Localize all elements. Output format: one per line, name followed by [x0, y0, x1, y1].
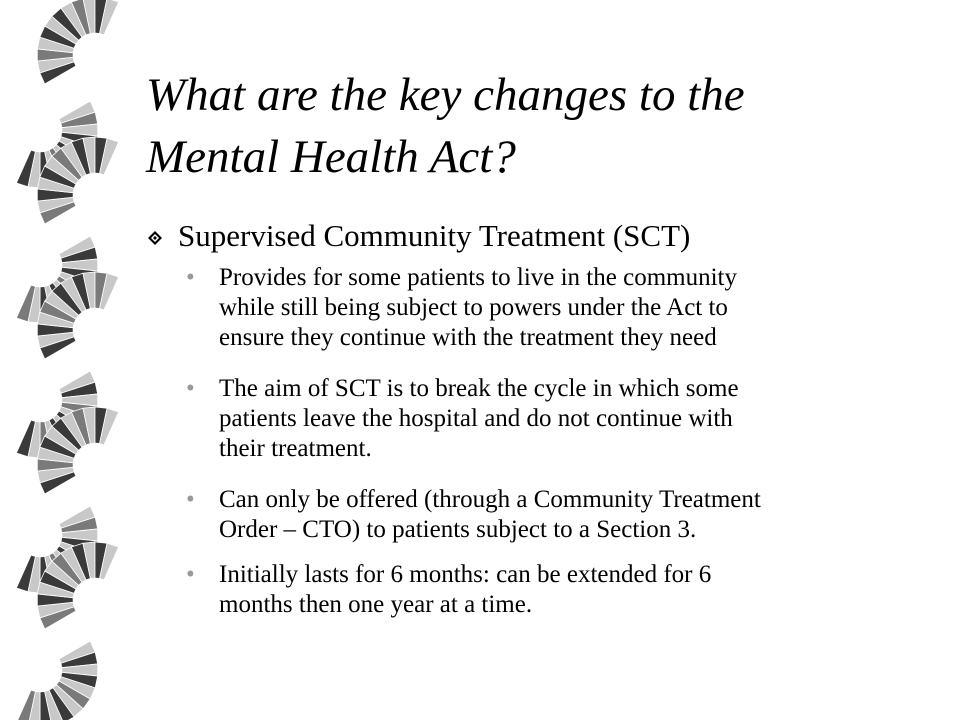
sub-bullet-4-line-2: months then one year at a time.	[219, 591, 533, 618]
sub-bullet-4-line-1: Initially lasts for 6 months: can be extended for 6	[219, 561, 712, 588]
ribbon-fan	[37, 0, 118, 84]
sub-bullet-1-line-1: Provides for some patients to live in the community	[219, 264, 737, 291]
sub-bullet-2-line-2: patients leave the hospital and do not continue with	[219, 405, 733, 432]
title-line-1: What are the key changes to the	[146, 69, 745, 121]
diamond-bullet-icon	[148, 231, 162, 245]
sub-bullet-3-line-1: Can only be offered (through a Community Treatment	[219, 486, 761, 513]
decorative-ribbon	[0, 0, 140, 720]
main-bullet-text: Supervised Community Treatment (SCT)	[178, 218, 691, 253]
sub-bullet-dot: •	[186, 486, 195, 513]
sub-bullet-3-line-2: Order – CTO) to patients subject to a Section 3.	[219, 516, 697, 543]
sub-bullet-dot: •	[186, 375, 195, 402]
sub-bullet-1-line-2: while still being subject to powers under the Act to	[219, 294, 728, 321]
sub-bullet-dot: •	[186, 264, 195, 291]
sub-bullet-2-line-3: their treatment.	[219, 435, 372, 462]
ribbon-fan	[16, 641, 97, 720]
slide-title	[146, 64, 926, 188]
sub-bullet-2-line-1: The aim of SCT is to break the cycle in which some	[219, 375, 739, 402]
title-line-2: Mental Health Act?	[146, 131, 516, 183]
sub-bullet-1-line-3: ensure they continue with the treatment they need	[219, 324, 717, 351]
sub-bullet-dot: •	[186, 561, 195, 588]
